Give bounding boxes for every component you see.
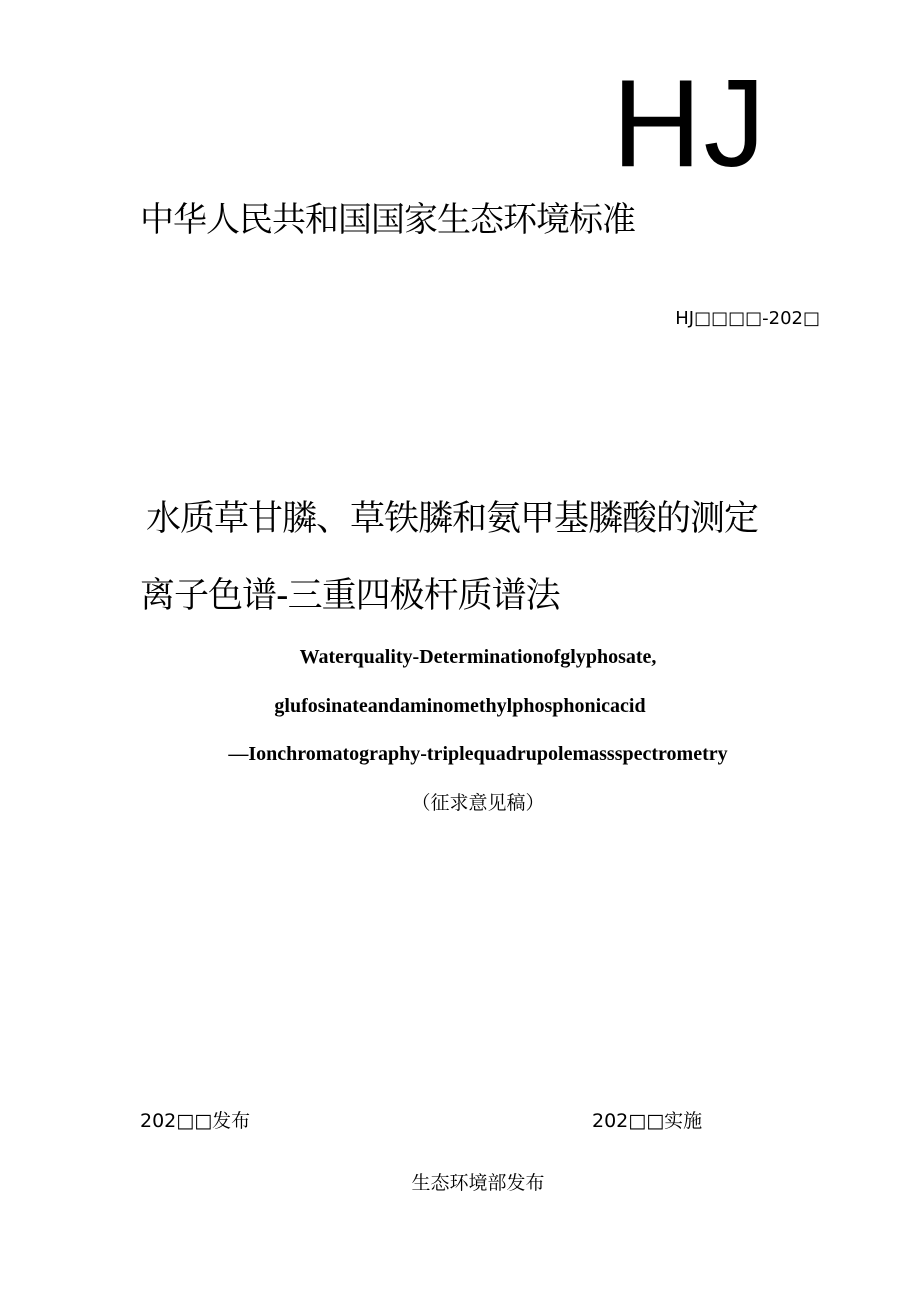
chinese-title-line-1: 水质草甘膦、草铁膦和氨甲基膦酸的测定 [146,499,759,539]
standard-category-title: 中华人民共和国国家生态环境标准 [140,200,635,240]
implementation-date: 202□□实施 [592,1110,703,1132]
english-title-line-1: Waterquality-Determinationofglyphosate, [299,646,657,668]
draft-note: （征求意见稿） [411,792,545,814]
issue-date: 202□□发布 [140,1110,251,1132]
chinese-title-line-2: 离子色谱-三重四极杆质谱法 [140,576,560,616]
standard-logo: HJ [612,55,768,193]
standard-number: HJ□□□□-202□ [675,308,820,329]
english-title-line-3: —Ionchromatography-triplequadrupolemassspectrometry [228,743,728,765]
publisher: 生态环境部发布 [411,1172,545,1194]
english-title-line-2: glufosinateandaminomethylphosphonicacid [274,695,646,717]
